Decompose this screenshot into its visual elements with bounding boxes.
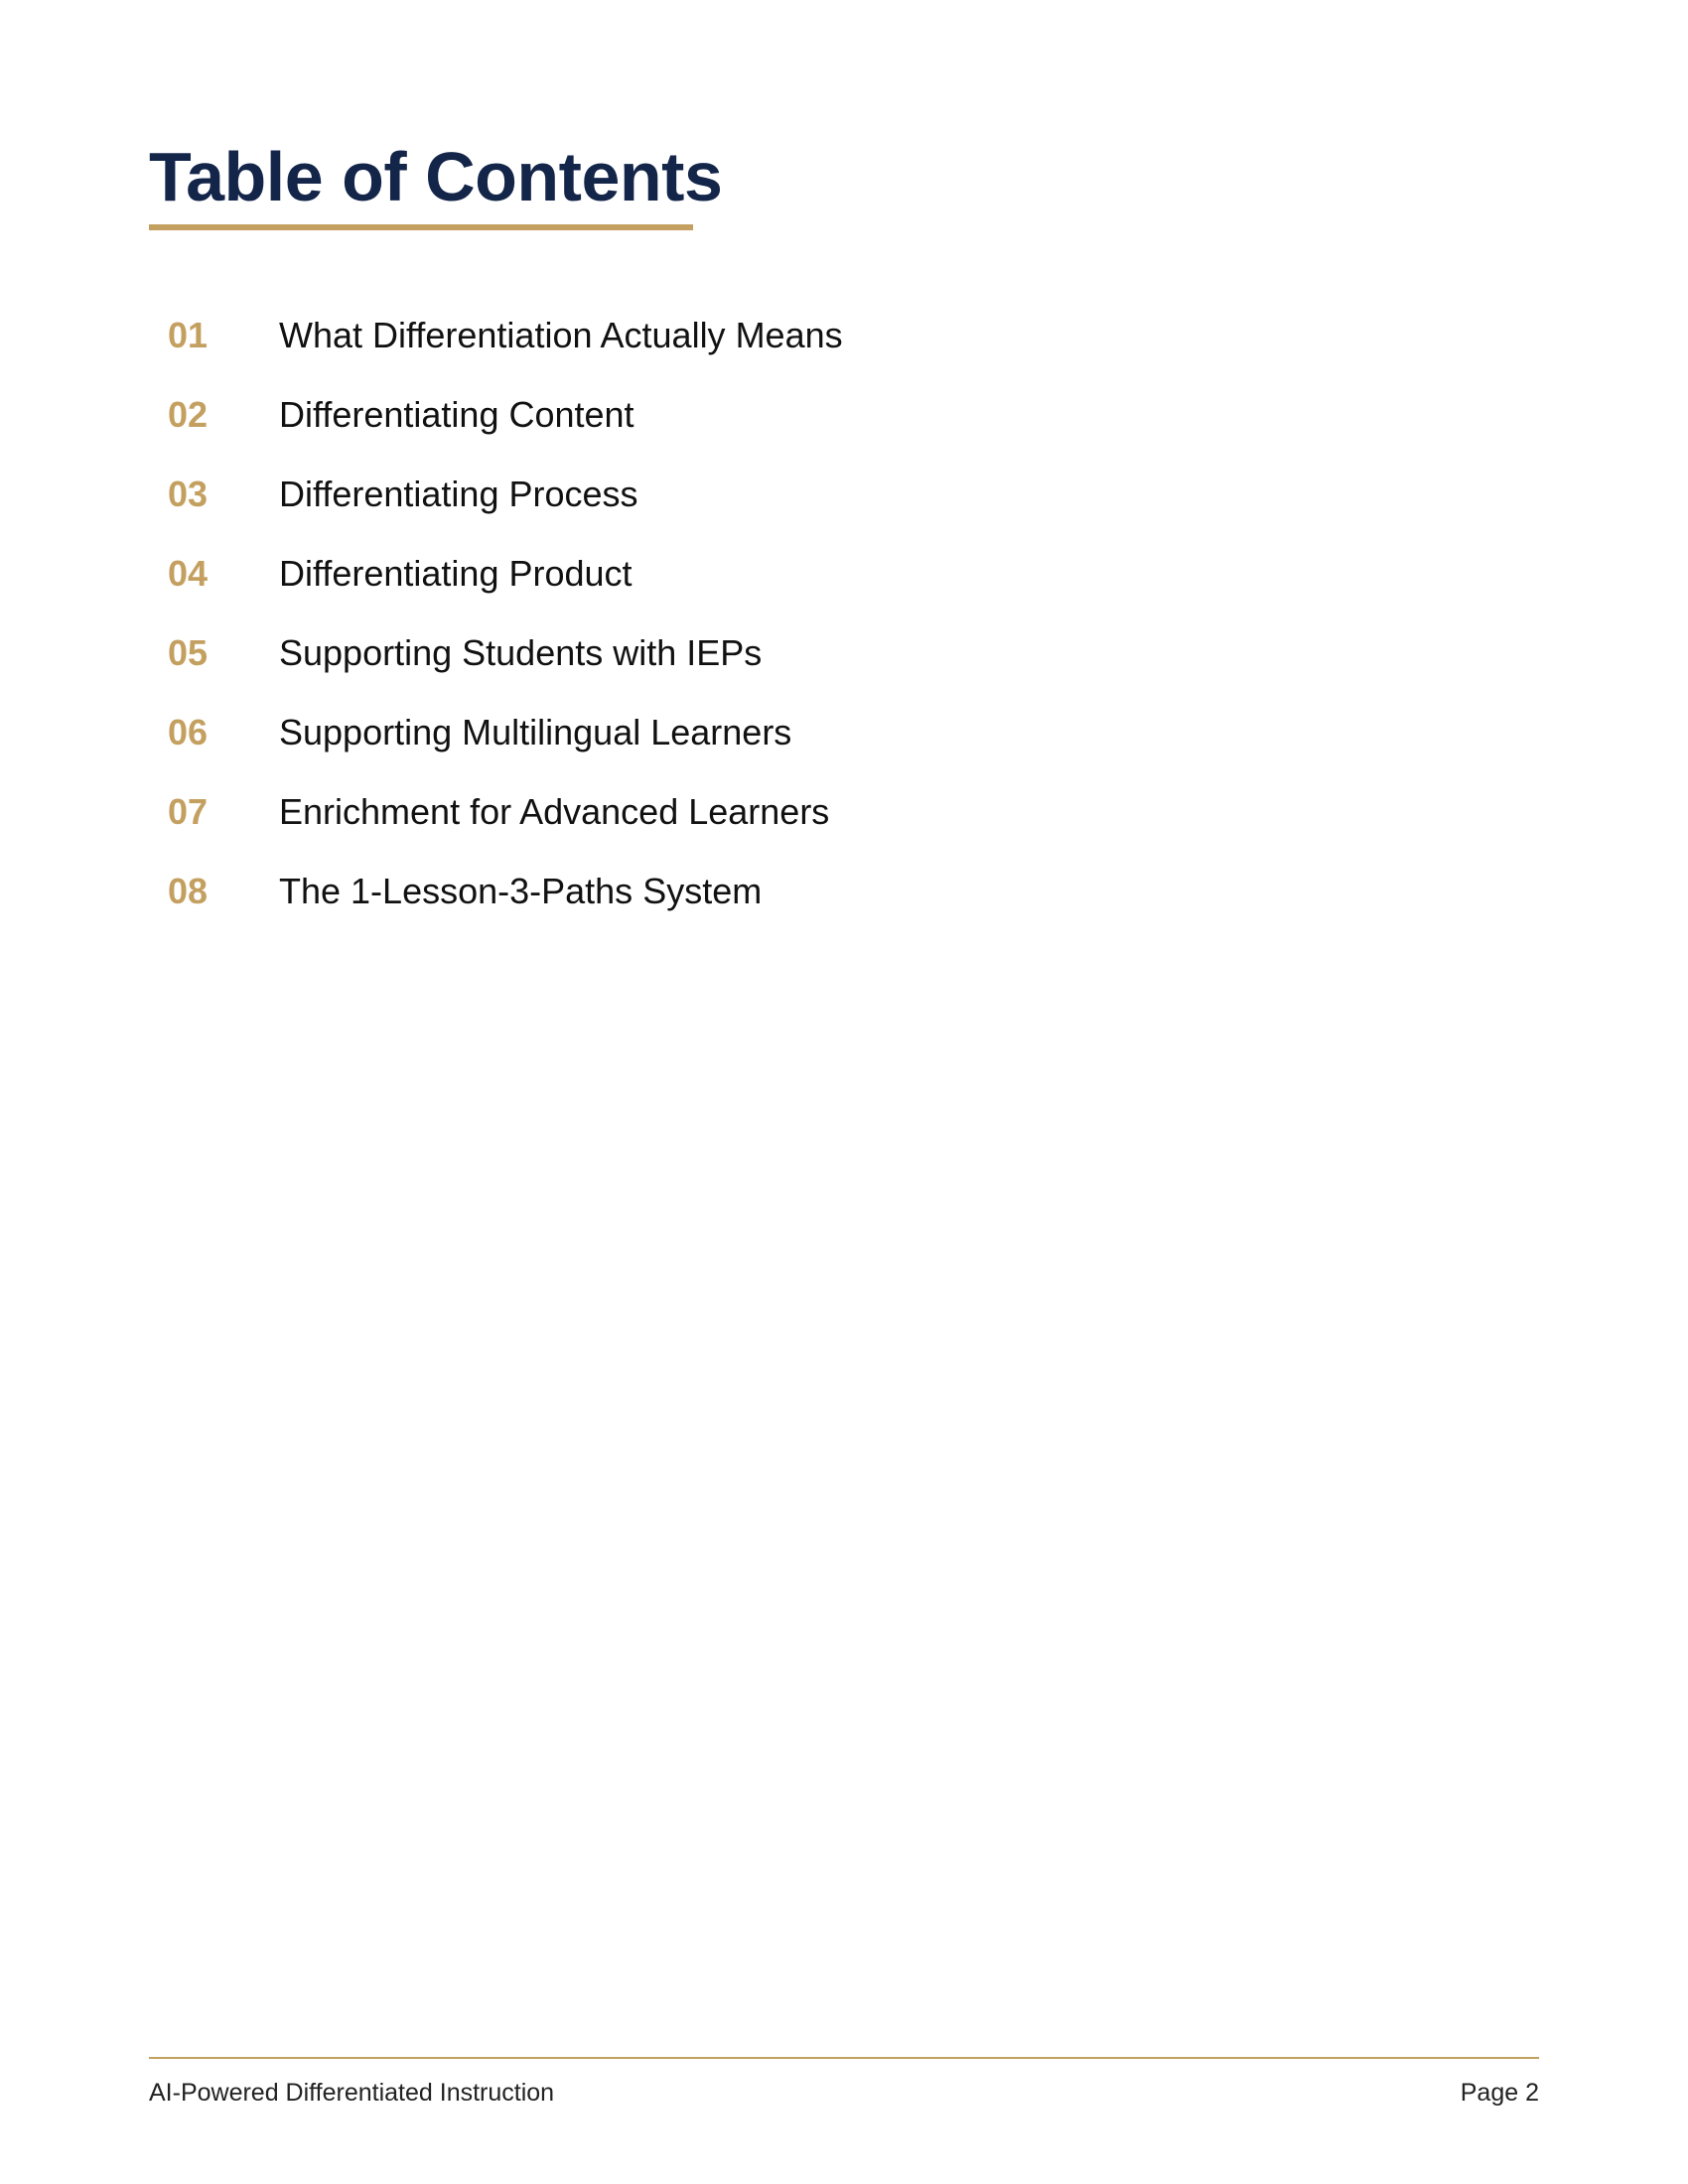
toc-entry[interactable] — [149, 534, 843, 614]
toc-entry-number: 05 — [168, 632, 209, 673]
toc-entry-label: What Differentiation Actually Means — [279, 315, 843, 355]
toc-entry[interactable] — [149, 852, 843, 931]
title-underline — [149, 224, 693, 230]
toc-entry-label: Differentiating Process — [279, 474, 638, 514]
toc-entry-number: 06 — [168, 712, 209, 752]
toc-entry-label: Supporting Students with IEPs — [279, 632, 763, 673]
toc-entry-label: Differentiating Content — [279, 394, 634, 435]
toc-entry[interactable] — [149, 375, 843, 455]
toc-entry-number: 04 — [168, 553, 209, 594]
toc-entry[interactable] — [149, 455, 843, 534]
toc-entry[interactable] — [149, 772, 843, 852]
toc-entry-number: 07 — [168, 791, 209, 832]
footer-document-title: AI-Powered Differentiated Instruction — [149, 2079, 555, 2107]
toc-entry[interactable] — [149, 614, 843, 693]
footer-page-number: Page 2 — [1460, 2079, 1539, 2107]
toc-entry-label: The 1-Lesson-3-Paths System — [279, 871, 763, 911]
footer-divider — [149, 2057, 1539, 2059]
toc-entry-number: 01 — [168, 315, 209, 355]
toc-entry-label: Differentiating Product — [279, 553, 633, 594]
toc-entry-number: 03 — [168, 474, 209, 514]
toc-entry[interactable] — [149, 693, 843, 772]
toc-entry-label: Supporting Multilingual Learners — [279, 712, 792, 752]
toc-entry[interactable] — [149, 296, 843, 375]
toc-entry-number: 08 — [168, 871, 209, 911]
page-title: Table of Contents — [149, 138, 723, 215]
toc-entry-label: Enrichment for Advanced Learners — [279, 791, 830, 832]
toc-entry-number: 02 — [168, 394, 209, 435]
toc-list — [149, 296, 843, 931]
